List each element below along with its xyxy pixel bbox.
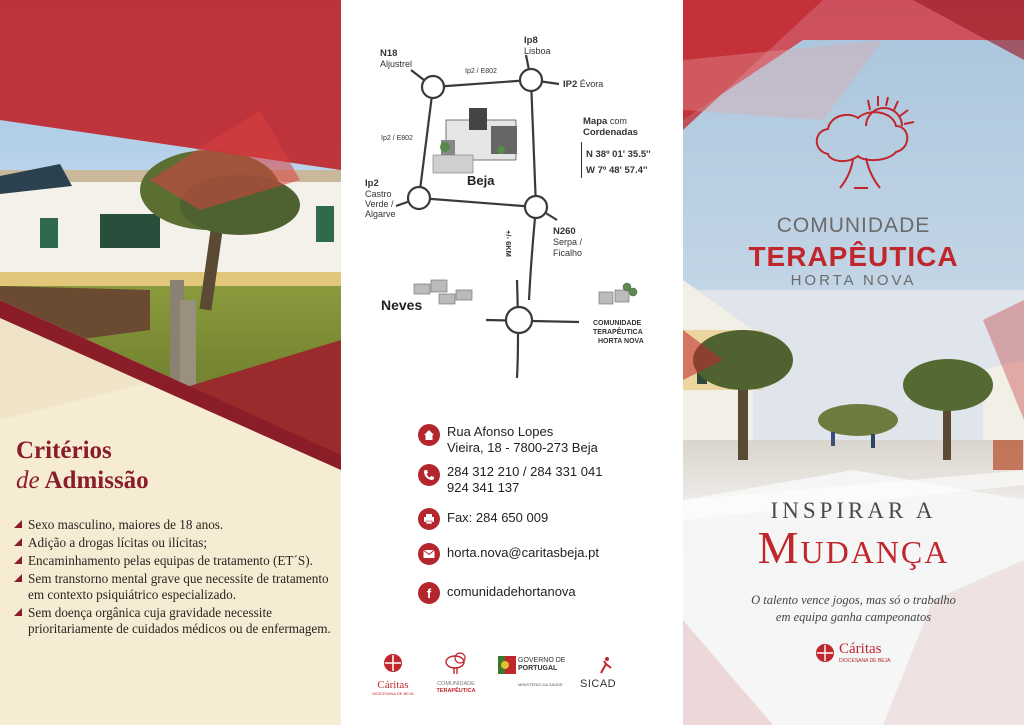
governo-text3: MINISTÉRIO DA SAÚDE	[518, 682, 563, 687]
cover-quote-line2: em equipa ganha campeonatos	[775, 610, 932, 624]
coords-title-cordenadas: Cordenadas	[583, 127, 638, 138]
cover-title-terapeutica: TERAPÊUTICA	[748, 241, 959, 272]
cover-quote-line1: O talento vence jogos, mas só o trabalho	[751, 593, 956, 607]
contact-phone	[418, 464, 602, 496]
cover-quote	[683, 592, 1024, 626]
tree-sun-icon	[443, 650, 469, 676]
criterion-text: Sem doença orgânica cuja gravidade necessite prioritariamente de cuidados médicos ou de enfermagem.	[28, 605, 331, 636]
governo-text2: PORTUGAL	[518, 665, 558, 672]
map-label-ip8: Ip8	[524, 35, 538, 46]
coords-title-com: com	[609, 116, 627, 126]
facebook-icon: f	[418, 582, 440, 604]
map-dest-line2: TERAPÊUTICA	[593, 329, 643, 336]
caritas-flame-icon	[815, 643, 835, 663]
admission-title-admissao: Admissão	[44, 467, 149, 494]
bullet-icon	[14, 538, 22, 546]
criterion-text: Encaminhamento pelas equipas de tratamento (ET´S).	[28, 553, 313, 568]
map-label-n18: N18	[380, 48, 398, 59]
facebook-link[interactable]: comunidadehortanova	[447, 584, 576, 599]
list-item	[14, 605, 332, 637]
contact-email	[418, 543, 599, 565]
criterion-text: Adição a drogas lícitas ou ilícitas;	[28, 535, 208, 550]
beja-castle-icon	[433, 108, 517, 173]
contact-address	[418, 424, 598, 456]
map-label-beja: Beja	[467, 173, 495, 188]
neves-houses-icon	[414, 280, 472, 304]
coords-divider	[581, 142, 582, 178]
comunidade-houses-icon	[599, 283, 637, 304]
caritas-logo	[372, 652, 414, 696]
cover-headline-mudanca: Mudança	[757, 522, 950, 573]
map-label-ip2-e802-top: Ip2 / E802	[465, 68, 497, 75]
sicad-figure-icon	[598, 656, 614, 674]
contact-fax	[418, 508, 548, 530]
bullet-icon	[14, 520, 22, 528]
map-label-n260: N260	[553, 226, 576, 237]
map-label-verde: Verde /	[365, 199, 394, 209]
phone-icon	[418, 464, 440, 486]
admission-title-de: de	[16, 467, 40, 494]
address-line1: Rua Afonso Lopes	[447, 424, 554, 439]
map-label-ip2-south: Ip2	[365, 178, 379, 189]
cover-caritas-sub: DIOCESANA DE BEJA	[839, 658, 891, 664]
comunidade-logo-text1: COMUNIDADE	[437, 681, 475, 687]
map-dest-line3: HORTA NOVA	[598, 338, 644, 345]
bullet-icon	[14, 556, 22, 564]
map-label-lisboa: Lisboa	[524, 46, 551, 56]
phone-line2[interactable]: 924 341 137	[447, 480, 520, 495]
coords-title-mapa: Mapa	[583, 116, 608, 127]
criterion-text: Sem transtorno mental grave que necessite de tratamento em contexto psiquiátrico especializado.	[28, 571, 329, 602]
list-item	[14, 535, 332, 551]
map-label-aljustrel: Aljustrel	[380, 59, 413, 69]
cover-caritas-text: Cáritas	[839, 641, 882, 657]
phone-line1[interactable]: 284 312 210 / 284 331 041	[447, 464, 603, 479]
map-label-algarve: Algarve	[365, 209, 396, 219]
map-label-neves: Neves	[381, 297, 423, 313]
caritas-logo-text: Cáritas	[377, 679, 409, 691]
list-item	[14, 571, 332, 603]
admission-criteria-list	[14, 517, 332, 639]
sicad-text: SICAD	[580, 678, 617, 690]
address-line2: Vieira, 18 - 7800-273 Beja	[447, 440, 598, 455]
caritas-flame-icon	[382, 652, 404, 674]
email-link[interactable]: horta.nova@caritasbeja.pt	[447, 545, 599, 560]
contact-facebook	[418, 582, 576, 604]
list-item	[14, 517, 332, 533]
cover-title-comunidade: COMUNIDADE	[776, 214, 931, 237]
bullet-icon	[14, 574, 22, 582]
home-icon	[418, 424, 440, 446]
admission-title	[16, 436, 149, 496]
tree-sun-logo-icon	[808, 96, 918, 206]
bullet-icon	[14, 608, 22, 616]
criterion-text: Sexo masculino, maiores de 18 anos.	[28, 517, 224, 532]
admission-title-line1: Critérios	[16, 437, 112, 464]
cover-headline-inspirar: INSPIRAR A	[770, 498, 937, 523]
comunidade-logo-text2: TERAPÊUTICA	[436, 688, 476, 694]
comunidade-logo	[430, 650, 482, 695]
map-label-ip2: IP2	[563, 79, 578, 90]
portugal-flag-icon	[498, 656, 516, 674]
email-icon	[418, 543, 440, 565]
list-item	[14, 553, 332, 569]
coord-west: W 7º 48' 57.4''	[586, 165, 648, 176]
map-label-serpa: Serpa /	[553, 237, 583, 247]
governo-text1: GOVERNO DE	[518, 657, 566, 664]
map-dest-line1: COMUNIDADE	[593, 320, 642, 327]
map-label-ficalho: Ficalho	[553, 248, 583, 258]
roundabout-icon	[422, 76, 444, 98]
caritas-logo-sub: DIOCESANA DE BEJA	[372, 691, 414, 696]
map-label-evora: Évora	[579, 79, 604, 89]
coord-north: N 38º 01' 35.5''	[586, 149, 651, 160]
admission-panel	[0, 0, 341, 725]
fax-icon	[418, 508, 440, 530]
fax-text: Fax: 284 650 009	[447, 510, 549, 525]
map-label-castro: Castro	[365, 189, 392, 199]
map-label-distance: +/- 6KM	[503, 230, 513, 257]
map-contacts-panel	[341, 0, 683, 725]
cover-panel	[683, 0, 1024, 725]
cover-title-horta-nova: HORTA NOVA	[790, 272, 917, 289]
map-label-ip2-e802-left: Ip2 / E802	[381, 135, 413, 142]
